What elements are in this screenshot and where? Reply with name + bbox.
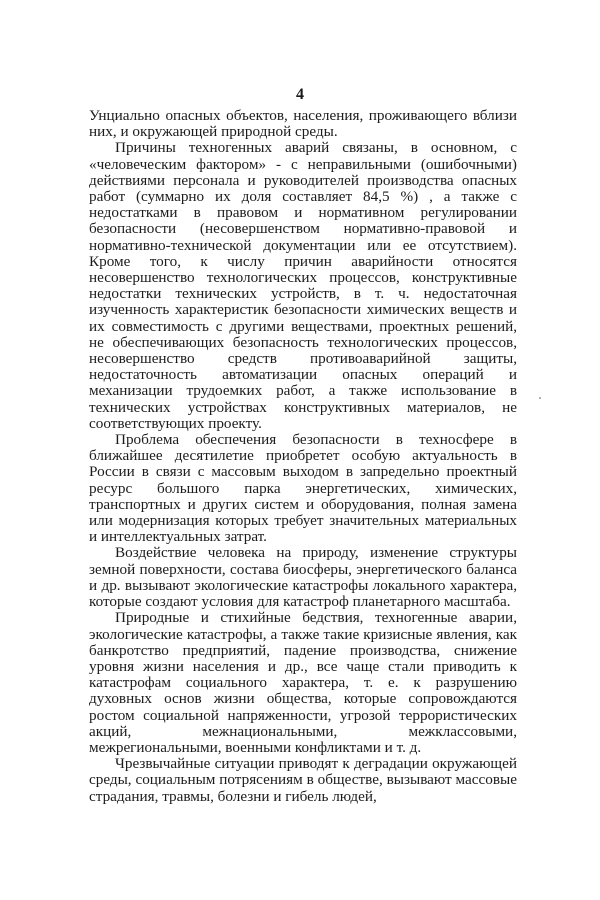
paragraph-social-catastrophes: Природные и стихийные бедствия, техногенные аварии, экологические катастрофы, а также такие кризисные явления, как банкротство предприятий, падение производства, снижение уровня жизни населения и др., все чаще стали приводить к катастрофам социального характера, т. е. к разрушению духовных основ жизни общества, которые сопровождаются ростом социальной напряженности, угрозой террористических акций, межнациональными, межклассовыми, межрегиональными, военными конфликтами и т. д. xyxy=(89,609,517,756)
paragraph-continuation: Унциально опасных объектов, населения, проживающего вблизи них, и окружающей природной среды. xyxy=(89,107,517,141)
paragraph-technosphere-safety: Проблема обеспечения безопасности в техносфере в ближайшее десятилетие приобретет особую актуальность в России в связи с массовым выходом в запредельно проектный ресурс большого парка энергетических, химических, транспортных и других систем и оборудования, полная замена или модернизация которых требует значительных материальных и интеллектуальных затрат. xyxy=(89,431,517,546)
scan-speck xyxy=(539,397,541,399)
paragraph-emergency-consequences: Чрезвычайные ситуации приводят к деградации окружающей среды, социальным потрясениям в обществе, вызывают массовые страдания, травмы, болезни и гибель людей, xyxy=(89,755,517,805)
page-number: 4 xyxy=(296,86,304,103)
body-text xyxy=(89,108,517,805)
paragraph-accident-causes: Причины техногенных аварий связаны, в основном, с «человеческим фактором» - с неправильными (ошибочными) действиями персонала и руководителей производства опасных работ (суммарно их доля составляет 84,5 %) , а также с недостатками в правовом и нормативном регулировании безопасности (несовершенством нормативно-правовой и нормативно-технической документации или ее отсутствием). Кроме того, к числу причин аварийности относятся несовершенство технологических процессов, конструктивные недостатки технических устройств, в т. ч. недостаточная изученность характеристик безопасности химических веществ и их совместимость с другими веществами, проектных решений, не обеспечивающих безопасность технологических процессов, несовершенство средств противоаварийной защиты, недостаточность автоматизации опасных операций и механизации трудоемких работ, а также использование в технических устройствах конструктивных материалов, не соответствующих проекту. xyxy=(89,139,517,432)
paragraph-human-impact: Воздействие человека на природу, изменение структуры земной поверхности, состава биосферы, энергетического баланса и др. вызывают экологические катастрофы локального характера, которые создают условия для катастроф планетарного масштаба. xyxy=(89,544,517,611)
